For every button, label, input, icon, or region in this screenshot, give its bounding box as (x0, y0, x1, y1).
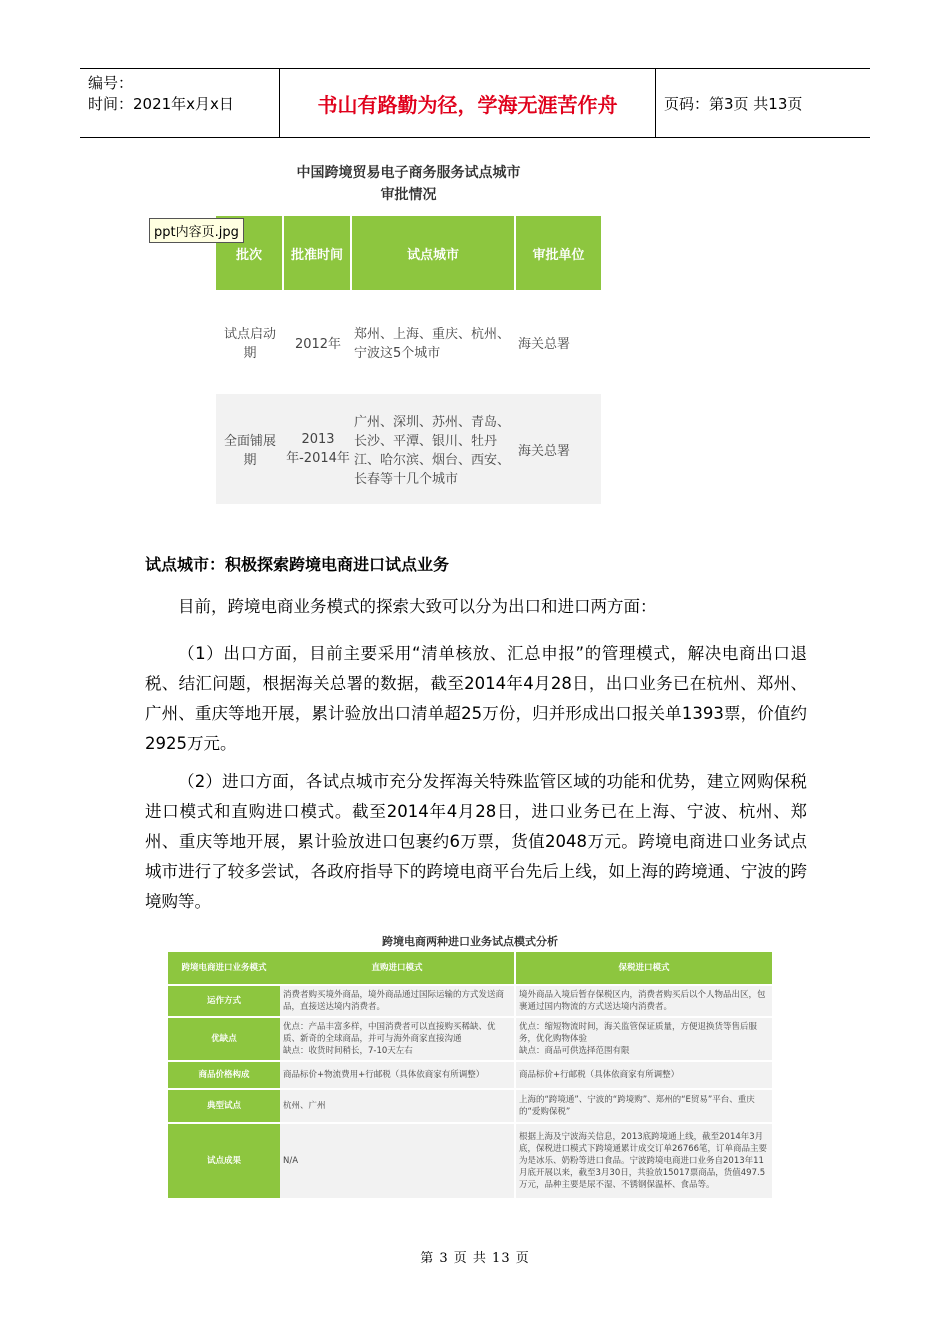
table-cell: 运作方式 (168, 986, 280, 1016)
pilot-city-table (216, 216, 601, 504)
table-cell: 海关总署 (518, 443, 571, 459)
image-filename-tooltip: ppt内容页.jpg (149, 218, 244, 243)
table-cell: 根据上海及宁波海关信息，2013底跨境通上线，截至2014年3月底，保税进口模式下跨境通累计成交订单26766笔，订单商品主要为是冰乐、奶粉等进口食品。宁波跨境电商进口业务自2013年11月底开展以来，截至3月30日，共验放15017票商品，货值497.5万元，品种主要是尿不湿、不锈钢保温杯、食品等。 (514, 1124, 772, 1198)
table1-header-cell: 试点城市 (352, 216, 516, 290)
doc-number: 编号： (88, 74, 134, 92)
table-cell: 试点成果 (168, 1124, 280, 1198)
table-cell: 上海的“跨境通”、宁波的“跨境购”、郑州的“E贸易”平台、重庆的“爱购保税” (514, 1090, 772, 1122)
paragraph-intro: 目前，跨境电商业务模式的探索大致可以分为出口和进口两方面： (178, 597, 657, 616)
table-cell: 全面铺展期 (223, 434, 276, 468)
paragraph-export: （1）出口方面，目前主要采用“清单核放、汇总申报”的管理模式，解决电商出口退税、结汇问题，根据海关总署的数据，截至2014年4月28日，出口业务已在杭州、郑州、广州、重庆等地开展，累计验放出口清单超25万份，归并形成出口报关单1393票，价值约2925万元。 (145, 644, 807, 753)
table-cell: 消费者购买境外商品，境外商品通过国际运输的方式发送商品，直接送达境内消费者。 (280, 986, 514, 1016)
table-cell: 商品价格构成 (168, 1062, 280, 1088)
table1-header-cell: 批次 (216, 216, 284, 290)
table2-header-cell: 直购进口模式 (280, 952, 514, 984)
table1-header-cell: 批准时间 (284, 216, 352, 290)
table2-header-row (168, 952, 772, 986)
table1-title-line2: 审批情况 (380, 187, 437, 203)
table-cell: 优点：缩短物流时间，海关监管保证质量，方便退换货等售后服务，优化购物体验 缺点：商品可供选择范围有限 (514, 1018, 772, 1060)
table1-title-line1: 中国跨境贸易电子商务服务试点城市 (296, 165, 521, 181)
table-cell: 2013年-2014年 (286, 432, 350, 466)
header-motto: 书山有路勤为径，学海无涯苦作舟 (280, 69, 656, 137)
table2-header-cell: 保税进口模式 (514, 952, 772, 984)
section-heading: 试点城市：积极探索跨境电商进口试点业务 (145, 555, 450, 574)
table-row (168, 1090, 772, 1124)
table-cell: 杭州、广州 (280, 1090, 514, 1122)
table2-header-cell: 跨境电商进口业务模式 (168, 952, 280, 984)
doc-date: 时间：2021年x月x日 (88, 95, 234, 113)
import-model-table (168, 952, 772, 1200)
table2-title: 跨境电商两种进口业务试点模式分析 (382, 935, 558, 948)
header-page-number: 页码：第3页 共13页 (664, 94, 803, 113)
table-row (168, 986, 772, 1018)
table-row (168, 1062, 772, 1090)
table-cell: 试点启动期 (223, 327, 276, 361)
table-cell: 优缺点 (168, 1018, 280, 1060)
table-cell: 境外商品入境后暂存保税区内，消费者购买后以个人物品出区，包裹通过国内物流的方式送达境内消费者。 (514, 986, 772, 1016)
table-cell: 郑州、上海、重庆、杭州、宁波这5个城市 (354, 327, 511, 361)
table-row (216, 394, 601, 504)
table-cell: 商品标价+物流费用+行邮税（具体依商家有所调整） (280, 1062, 514, 1088)
paragraph-import: （2）进口方面，各试点城市充分发挥海关特殊监管区域的功能和优势，建立网购保税进口模式和直购进口模式。截至2014年4月28日，进口业务已在上海、宁波、杭州、郑州、重庆等地开展，累计验放进口包裹约6万票，货值2048万元。跨境电商进口业务试点城市进行了较多尝试，各政府指导下的跨境电商平台先后上线，如上海的跨境通、宁波的跨境购等。 (145, 772, 807, 911)
table1-header-cell: 审批单位 (516, 216, 601, 290)
table-row (168, 1018, 772, 1062)
table-cell: 广州、深圳、苏州、青岛、长沙、平潭、银川、牡丹江、哈尔滨、烟台、西安、长春等十几个城市 (354, 415, 511, 487)
table-cell: 优点：产品丰富多样，中国消费者可以直接购买稀缺、优质、新奇的全球商品，并可与海外商家直接沟通 缺点：收货时间稍长，7-10天左右 (280, 1018, 514, 1060)
table-row (168, 1124, 772, 1200)
header-meta (80, 69, 280, 137)
table-cell: N/A (280, 1124, 514, 1198)
page-footer: 第 3 页 共 13 页 (420, 1251, 530, 1266)
table-cell: 海关总署 (518, 336, 571, 352)
table-cell: 2012年 (294, 336, 342, 352)
table-cell: 商品标价+行邮税（具体依商家有所调整） (514, 1062, 772, 1088)
table-row (216, 290, 601, 394)
page-header (80, 68, 870, 138)
table1-header-row (216, 216, 601, 290)
table-cell: 典型试点 (168, 1090, 280, 1122)
table1-title (216, 162, 601, 206)
